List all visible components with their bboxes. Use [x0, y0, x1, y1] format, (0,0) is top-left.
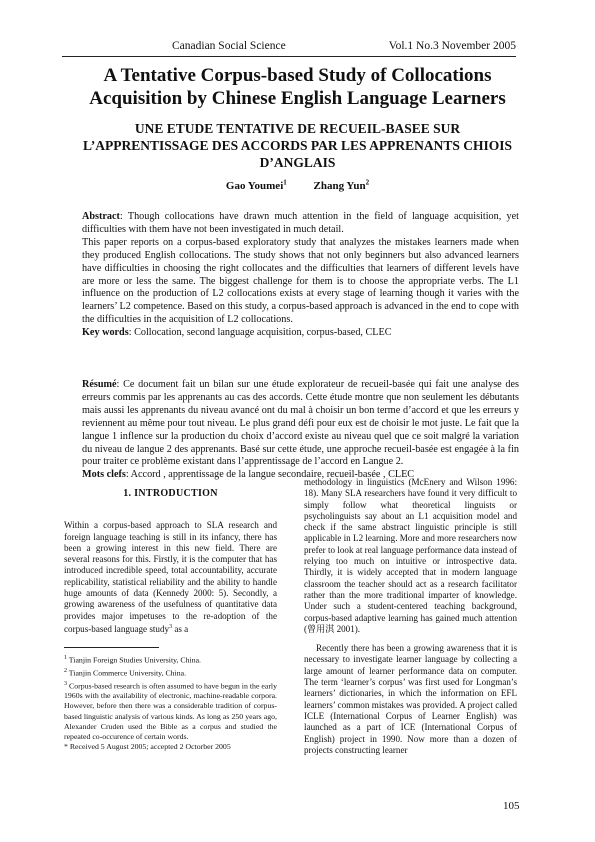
left-column: [64, 488, 277, 752]
french-title-line-2: L’APPRENTISSAGE DES ACCORDS PAR LES APPRENANTS CHIOIS: [82, 138, 513, 153]
right-column: [304, 477, 517, 756]
footnote-rule: [64, 647, 159, 648]
footnote-1: $^1$ Tianjin Foreign Studies University, China.: [64, 655, 201, 665]
issue-info: Vol.1 No.3 November 2005: [388, 40, 516, 52]
french-title-line-3: D’ANGLAIS: [259, 155, 336, 170]
abstract-p1: Abstract: Though collocations have drawn much attention in the field of language acquisition, yet difficulties with them have not been investigated in much detail.: [82, 211, 519, 235]
french-title: [40, 120, 555, 171]
intro-paragraph-2: Recently there has been a growing awareness that it is necessary to investigate learner language by collecting a large amount of learner performance data on computer. The term ‘learner’s corpus’ was first used for Longman’s learners’ dictionaries, in which the information on EFL learners’ common mistakes was provided. A project called ICLE (International Corpus of Learner English) was launched as a part of ICE (International Corpus of English) project in 1990. Now more than a dozen of projects constructing learner: [304, 643, 517, 755]
mots-clefs: Mots clefs: Accord , apprentissage de la langue secondaire, recueil-basée , CLEC: [82, 469, 415, 481]
page-number: 105: [503, 800, 520, 812]
abstract-label: Abstract: [82, 211, 120, 222]
title-line-2: Acquisition by Chinese English Language Learners: [89, 88, 506, 109]
article-title: [40, 64, 555, 110]
keywords-label: Key words: [82, 327, 129, 339]
author-2: Zhang Yun$^2$: [313, 178, 370, 192]
resume: [82, 379, 519, 482]
resume-text: Résumé: Ce document fait un bilan sur une étude explorateur de recueil-basée qui fait une analyse des erreurs commis par les apprenants au cas des accords. Cette étude montre que non seulement les débutants mais aussi les apprenants du niveau avancé ont du mal à choisir un bon terme d’accord et que les erreurs y reviennent au même pour tout niveau. Le plus grand défi pour eux est de choisir le mot juste. Le fait que la langue 1 inflence sur la production du choix d’accord existe au niveau quel que ce soit malgré la variation du niveau de langue 2 des apprenants. Basé sur cette étude, une approche recueil-basée est engagée à la fin pour traiter ce problème existant dans l’apprentissage de l’accord en Langue 2.: [82, 379, 519, 468]
running-header: [62, 40, 516, 52]
intro-paragraph-1-continued: methodology in linguistics (McEnery and Wilson 1996: 18). Many SLA researchers have found it very difficult to simply follow what theoretical linguists or psycholinguists say about an L1 acquisition model and check if the same abstract linguistic principle is still applicable in L2 learning. More and more researchers now prefer to look at real language performance data instead of relying too much on intuitive or introspective data. Thirdly, it is widely accepted that in modern language classroom the teacher should act as a research facilitator rather than the more traditional imparter of knowledge. Under such a student-centered teaching background, corpus-based adaptive learning has gained much attention (曾用淇 2001).: [304, 477, 517, 634]
title-line-1: A Tentative Corpus-based Study of Collocations: [103, 65, 492, 86]
abstract-p2: This paper reports on a corpus-based exploratory study that analyzes the mistakes learners made when they produced English collocations. The study shows that not only beginners but also advanced learners have difficulties in choosing the right collocates and the difficulties that learners of different levels have are more or less the same. The biggest challenge for them is to choose the appropriate verbs. The L1 influence on the production of L2 collocations exists at every stage of learning though it varies with the learners’ L2 competence. Based on this study, a corpus-based approach is advanced in the end to cope with the difficulties in the acquisition of L2 collocations.: [82, 236, 519, 326]
intro-paragraph-1: Within a corpus-based approach to SLA research and foreign language teaching is still in its infancy, there has been a growing interest in this new field. There are several reasons for this. Firstly, it is the computer that has introduced incredible speed, total accountability, accurate replicability, statistical reliability and the ability to handle huge amounts of data (Kennedy 2000: 5). Secondly, a growing awareness of the usefulness of quantitative data provides major impetuses to the re-adoption of the corpus-based language study$^3$ as a: [64, 520, 277, 634]
french-title-line-1: UNE ETUDE TENTATIVE DE RECUEIL-BASEE SUR: [134, 121, 461, 136]
abstract: [82, 211, 519, 340]
footnote-ref-3: 3: [169, 623, 173, 630]
footnote-3: $^3$ Corpus-based research is often assumed to have begun in the early 1960s with the availability of electronic, machine-readable corpora. However, before then there was a considerable tradition of corpus-based linguistic analysis of various kinds. As long as 250 years ago, Alexander Cruden used the Bible as a corpus and studied the repeated co-occurence of certain words.: [64, 680, 277, 741]
journal-name: Canadian Social Science: [172, 40, 286, 52]
keywords: Key words: Collocation, second language acquisition, corpus-based, CLEC: [82, 327, 392, 339]
paragraph-gap: [304, 635, 517, 643]
author-1: Gao Youmei$^1$: [225, 178, 287, 192]
resume-label: Résumé: [82, 379, 117, 390]
header-rule: [62, 56, 516, 57]
mots-clefs-label: Mots clefs: [82, 469, 126, 481]
section-heading: 1. INTRODUCTION: [123, 488, 218, 499]
author-list: [40, 178, 555, 192]
footnote-2: $^2$ Tianjin Commerce University, China.: [64, 667, 187, 678]
received-note: * Received 5 August 2005; accepted 2 Octorber 2005: [64, 741, 231, 751]
